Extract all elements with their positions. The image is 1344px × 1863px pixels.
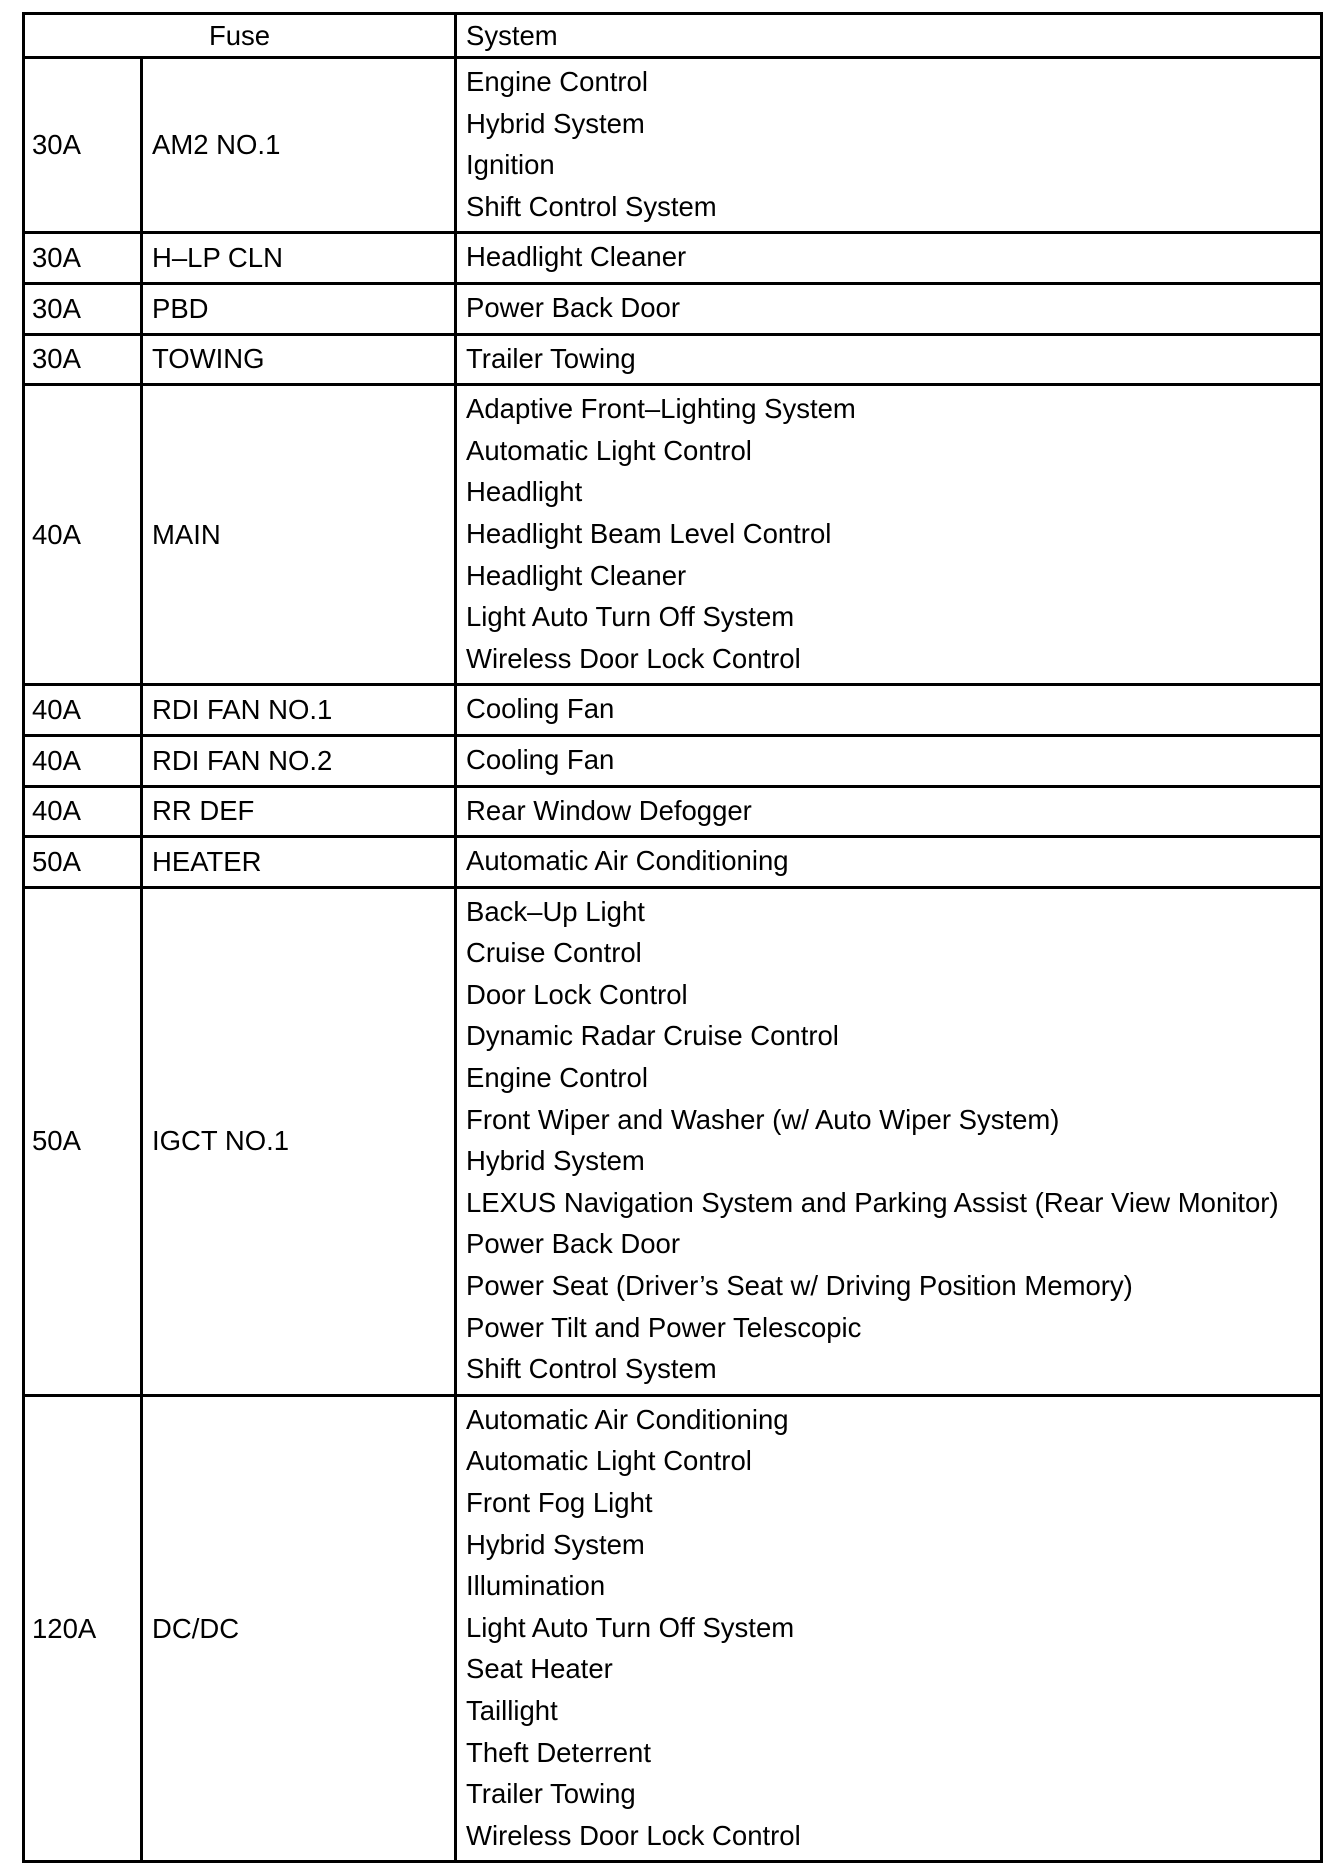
system-item: Cooling Fan — [466, 693, 615, 725]
table-row — [24, 1395, 1322, 1862]
fuse-name: AM2 NO.1 — [142, 58, 456, 233]
system-item: Headlight Cleaner — [466, 241, 687, 273]
fuse-name: DC/DC — [142, 1395, 456, 1862]
fuse-amperage: 30A — [24, 58, 142, 233]
system-item: LEXUS Navigation System and Parking Assist (Rear View Monitor) — [466, 1186, 1279, 1218]
system-item: Automatic Light Control — [466, 434, 752, 466]
system-item: Shift Control System — [466, 190, 717, 222]
fuse-name: RR DEF — [142, 786, 456, 837]
system-item: Seat Heater — [466, 1653, 613, 1685]
system-item: Automatic Air Conditioning — [466, 845, 789, 877]
system-item: Dynamic Radar Cruise Control — [466, 1020, 839, 1052]
system-item: Hybrid System — [466, 107, 645, 139]
table-row — [24, 887, 1322, 1395]
system-item: Front Wiper and Washer (w/ Auto Wiper System) — [466, 1103, 1060, 1135]
system-item: Power Back Door — [466, 1228, 680, 1260]
fuse-amperage: 40A — [24, 786, 142, 837]
fuse-amperage: 30A — [24, 334, 142, 385]
fuse-amperage: 30A — [24, 233, 142, 284]
system-list — [456, 685, 1322, 736]
fuse-table-body — [24, 58, 1322, 1862]
table-row — [24, 233, 1322, 284]
fuse-amperage: 30A — [24, 283, 142, 334]
system-list — [456, 786, 1322, 837]
system-item: Taillight — [466, 1694, 558, 1726]
system-item: Front Fog Light — [466, 1487, 653, 1518]
fuse-name: H–LP CLN — [142, 233, 456, 284]
system-item: Light Auto Turn Off System — [466, 601, 795, 633]
system-item: Headlight Beam Level Control — [466, 517, 832, 549]
system-list — [456, 1395, 1322, 1862]
system-item: Hybrid System — [466, 1528, 645, 1560]
system-item: Back–Up Light — [466, 895, 645, 927]
table-row — [24, 735, 1322, 786]
header-row — [24, 14, 1322, 58]
system-item: Trailer Towing — [466, 1778, 636, 1810]
system-list — [456, 283, 1322, 334]
system-item: Power Tilt and Power Telescopic — [466, 1311, 862, 1343]
fuse-name: PBD — [142, 283, 456, 334]
system-item: Rear Window Defogger — [466, 794, 752, 826]
system-item: Cooling Fan — [466, 743, 615, 775]
system-item: Wireless Door Lock Control — [466, 1819, 801, 1851]
fuse-amperage: 50A — [24, 837, 142, 888]
system-list — [456, 735, 1322, 786]
header-fuse: Fuse — [24, 14, 456, 58]
system-item: Theft Deterrent — [466, 1736, 651, 1768]
system-item: Illumination — [466, 1570, 606, 1602]
fuse-name: RDI FAN NO.2 — [142, 735, 456, 786]
system-item: Headlight — [466, 476, 583, 508]
system-list — [456, 385, 1322, 685]
system-item: Adaptive Front–Lighting System — [466, 393, 856, 425]
fuse-amperage: 120A — [24, 1395, 142, 1862]
system-item: Engine Control — [466, 66, 648, 97]
table-row — [24, 786, 1322, 837]
fuse-name: MAIN — [142, 385, 456, 685]
fuse-amperage: 40A — [24, 685, 142, 736]
table-row — [24, 283, 1322, 334]
system-list — [456, 233, 1322, 284]
fuse-table — [22, 12, 1323, 1863]
fuse-amperage: 40A — [24, 735, 142, 786]
system-item: Light Auto Turn Off System — [466, 1611, 795, 1643]
system-item: Power Back Door — [466, 291, 680, 323]
fuse-name: RDI FAN NO.1 — [142, 685, 456, 736]
system-item: Headlight Cleaner — [466, 559, 687, 591]
table-row — [24, 58, 1322, 233]
system-item: Engine Control — [466, 1062, 648, 1094]
system-item: Power Seat (Driver’s Seat w/ Driving Position Memory) — [466, 1270, 1133, 1302]
table-row — [24, 685, 1322, 736]
header-system: System — [456, 14, 1322, 58]
system-item: Hybrid System — [466, 1145, 645, 1177]
fuse-name: HEATER — [142, 837, 456, 888]
fuse-amperage: 40A — [24, 385, 142, 685]
system-list — [456, 837, 1322, 888]
system-list — [456, 887, 1322, 1395]
system-list — [456, 334, 1322, 385]
system-item: Door Lock Control — [466, 978, 688, 1010]
system-item: Cruise Control — [466, 937, 642, 969]
system-list — [456, 58, 1322, 233]
table-row — [24, 334, 1322, 385]
table-row — [24, 385, 1322, 685]
system-item: Ignition — [466, 149, 555, 181]
fuse-name: TOWING — [142, 334, 456, 385]
system-item: Wireless Door Lock Control — [466, 642, 801, 674]
fuse-amperage: 50A — [24, 887, 142, 1395]
system-item: Automatic Light Control — [466, 1445, 752, 1477]
system-item: Automatic Air Conditioning — [466, 1403, 789, 1435]
table-row — [24, 837, 1322, 888]
system-item: Trailer Towing — [466, 342, 636, 374]
system-item: Shift Control System — [466, 1353, 717, 1385]
fuse-name: IGCT NO.1 — [142, 887, 456, 1395]
